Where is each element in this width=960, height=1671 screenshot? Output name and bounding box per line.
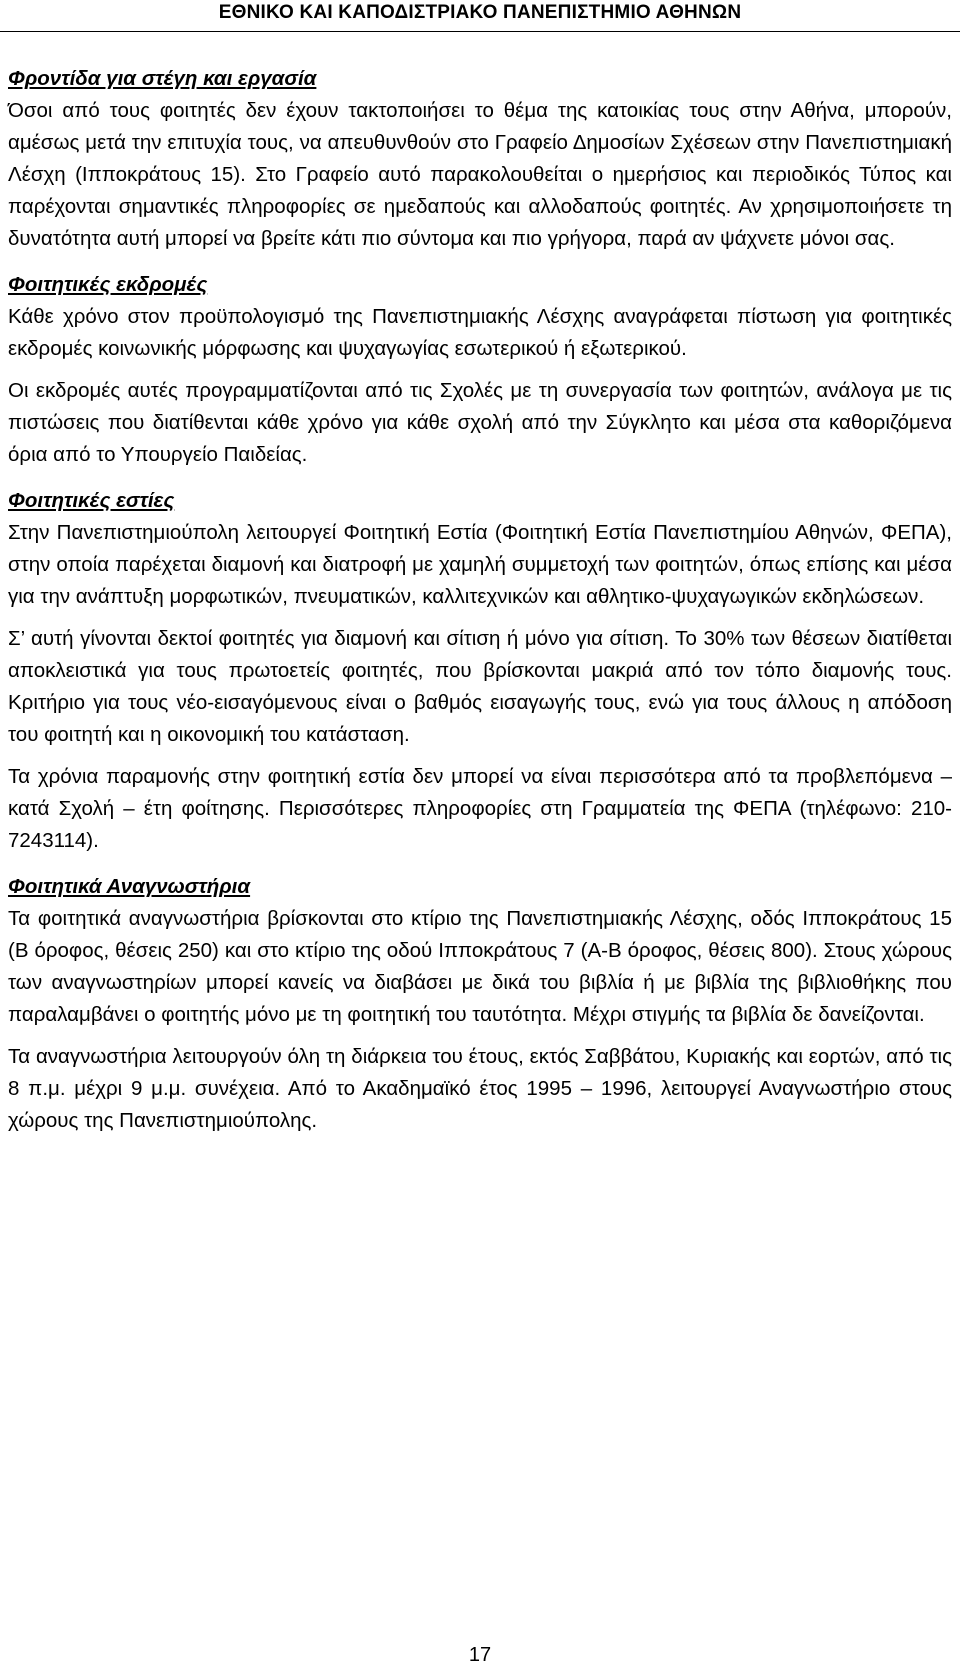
paragraph: Τα φοιτητικά αναγνωστήρια βρίσκονται στο κτίριο της Πανεπιστημιακής Λέσχης, οδός Ιπποκράτους 15 (Β όροφος, θέσεις 250) και στο κτίριο της οδού Ιπποκράτους 7 (Α-Β όροφος, θέσεις 800). Στους χώρους των αναγνωστηρίων μπορεί κανείς να διαβάσει με δικά του βιβλία ή με βιβλία της βιβλιοθήκης που παραλαμβάνει ο φοιτητής μόνο με τη φοιτητική του ταυτότητα. Μέχρι στιγμής τα βιβλία δε δανείζονται. bbox=[8, 907, 952, 1026]
section-heading: Φοιτητικές εστίες bbox=[8, 489, 175, 512]
section-heading: Φοιτητικά Αναγνωστήρια bbox=[8, 875, 251, 898]
header-rule bbox=[0, 31, 960, 32]
paragraph: Κάθε χρόνο στον προϋπολογισμό της Πανεπιστημιακής Λέσχης αναγράφεται πίστωση για φοιτητικές εκδρομές κοινωνικής μόρφωσης και ψυχαγωγίας εσωτερικού ή εξωτερικού. bbox=[8, 305, 952, 360]
section-heading: Φοιτητικές εκδρομές bbox=[8, 273, 208, 296]
paragraph: Τα αναγνωστήρια λειτουργούν όλη τη διάρκεια του έτους, εκτός Σαββάτου, Κυριακής και εορτών, από τις 8 π.μ. μέχρι 9 μ.μ. συνέχεια. Από το Ακαδημαϊκό έτος 1995 – 1996, λειτουργεί Αναγνωστήριο στους χώρους της Πανεπιστημιούπολης. bbox=[8, 1045, 952, 1132]
paragraph: Σ’ αυτή γίνονται δεκτοί φοιτητές για διαμονή και σίτιση ή μόνο για σίτιση. Το 30% των θέσεων διατίθεται αποκλειστικά για τους πρωτοετείς φοιτητές, που βρίσκονται μακριά από τον τόπο διαμονής τους. Κριτήριο για τους νέο-εισαγόμενους είναι ο βαθμός εισαγωγής τους, ενώ για τους άλλους η απόδοση του φοιτητή και η οικονομική του κατάσταση. bbox=[8, 627, 952, 746]
paragraph: Τα χρόνια παραμονής στην φοιτητική εστία δεν μπορεί να είναι περισσότερα από τα προβλεπόμενα – κατά Σχολή – έτη φοίτησης. Περισσότερες πληροφορίες στη Γραμματεία της ΦΕΠΑ (τηλέφωνο: 210-7243114). bbox=[8, 765, 952, 852]
section-reading-rooms bbox=[8, 871, 952, 1137]
paragraph: Στην Πανεπιστημιούπολη λειτουργεί Φοιτητική Εστία (Φοιτητική Εστία Πανεπιστημίου Αθηνών, ΦΕΠΑ), στην οποία παρέχεται διαμονή και διατροφή με χαμηλή συμμετοχή των φοιτητών, όπως επίσης και μέσα για την ανάπτυξη μορφωτικών, πνευματικών, καλλιτεχνικών και αθλητικο-ψυχαγωγικών εκδηλώσεων. bbox=[8, 521, 952, 608]
paragraph: Όσοι από τους φοιτητές δεν έχουν τακτοποιήσει το θέμα της κατοικίας τους στην Αθήνα, μπορούν, αμέσως μετά την επιτυχία τους, να απευθυνθούν στο Γραφείο Δημοσίων Σχέσεων στην Πανεπιστημιακή Λέσχη (Ιπποκράτους 15). Στο Γραφείο αυτό παρακολουθείται ο ημερήσιος και περιοδικός Τύπος και παρέχονται σημαντικές πληροφορίες σε ημεδαπούς και αλλοδαπούς φοιτητές. Αν χρησιμοποιήσετε τη δυνατότητα αυτή μπορεί να βρείτε κάτι πιο σύντομα και πιο γρήγορα, παρά αν ψάχνετε μόνοι σας. bbox=[8, 99, 952, 250]
section-heading: Φροντίδα για στέγη και εργασία bbox=[8, 67, 317, 90]
section-housing bbox=[8, 63, 952, 255]
page-number: 17 bbox=[468, 1644, 492, 1666]
section-residences bbox=[8, 485, 952, 857]
page-header: ΕΘΝΙΚΟ ΚΑΙ ΚΑΠΟΔΙΣΤΡΙΑΚΟ ΠΑΝΕΠΙΣΤΗΜΙΟ ΑΘΗΝΩΝ bbox=[218, 2, 742, 23]
page-body bbox=[8, 63, 952, 1137]
paragraph: Οι εκδρομές αυτές προγραμματίζονται από τις Σχολές με τη συνεργασία των φοιτητών, ανάλογα με τις πιστώσεις που διατίθενται κάθε χρόνο για κάθε σχολή από την Σύγκλητο και μέσα στα καθοριζόμενα όρια από το Υπουργείο Παιδείας. bbox=[8, 379, 952, 466]
section-excursions bbox=[8, 269, 952, 471]
